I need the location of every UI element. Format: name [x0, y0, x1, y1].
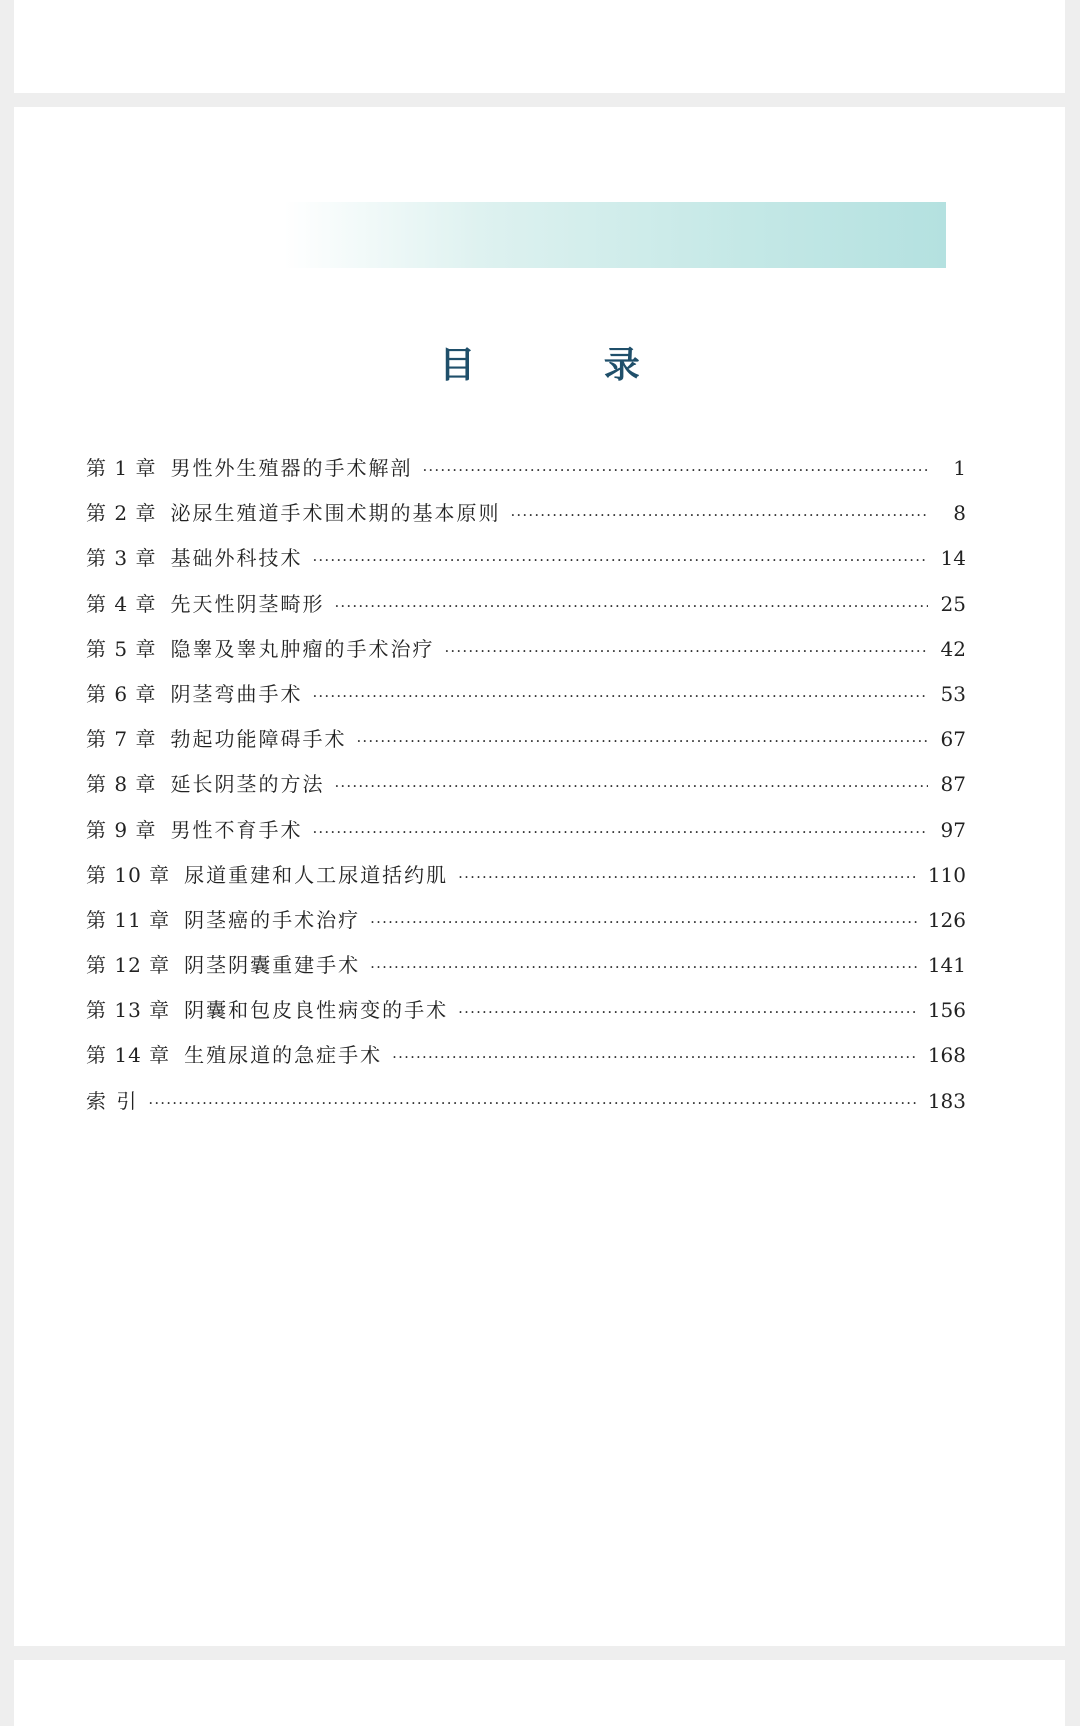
page-number: 168 [927, 1043, 966, 1068]
chapter-title: 阴茎弯曲手术 [170, 681, 303, 706]
page-number: 126 [927, 907, 966, 932]
dot-leader [148, 1094, 917, 1112]
chapter-title: 延长阴茎的方法 [170, 772, 325, 797]
dot-leader [458, 868, 918, 886]
document-page [14, 107, 1065, 1646]
chapter-number: 第 11 章 [86, 907, 171, 932]
chapter-number: 第 4 章 [86, 591, 157, 616]
page-number: 141 [927, 953, 966, 978]
chapter-title: 生殖尿道的急症手术 [184, 1043, 383, 1068]
page-number: 110 [927, 862, 966, 887]
chapter-title: 先天性阴茎畸形 [170, 591, 325, 616]
chapter-number: 第 7 章 [86, 727, 157, 752]
chapter-title: 勃起功能障碍手术 [170, 727, 347, 752]
page-number: 67 [940, 727, 966, 752]
chapter-number: 第 9 章 [86, 817, 157, 842]
toc-entry[interactable] [86, 768, 966, 813]
dot-leader [334, 777, 928, 795]
dot-leader [356, 732, 928, 750]
toc-entry[interactable] [86, 723, 966, 768]
dot-leader [444, 642, 928, 660]
chapter-title: 阴茎阴囊重建手术 [184, 953, 361, 978]
toc-entry[interactable] [86, 497, 966, 542]
dot-leader [312, 823, 928, 841]
chapter-title: 阴茎癌的手术治疗 [184, 907, 361, 932]
toc-entry[interactable] [86, 1085, 966, 1130]
chapter-title: 男性外生殖器的手术解剖 [170, 456, 413, 480]
chapter-title: 泌尿生殖道手术围术期的基本原则 [170, 501, 501, 526]
dot-leader [510, 506, 928, 524]
chapter-title: 基础外科技术 [170, 546, 303, 571]
chapter-number: 第 2 章 [86, 501, 157, 526]
toc-entry[interactable] [86, 904, 966, 949]
toc-entry[interactable] [86, 452, 966, 497]
page-number: 183 [927, 1088, 966, 1113]
dot-leader [422, 461, 928, 479]
toc-entry[interactable] [86, 949, 966, 994]
dot-leader [392, 1048, 918, 1066]
dot-leader [312, 687, 928, 705]
toc-entry[interactable] [86, 678, 966, 723]
next-page-edge [14, 1660, 1065, 1726]
index-title: 索 引 [86, 1088, 139, 1113]
page-number: 97 [940, 817, 966, 842]
page-number: 8 [953, 501, 966, 526]
chapter-number: 第 8 章 [86, 772, 157, 797]
toc-entry[interactable] [86, 994, 966, 1039]
page-number: 42 [940, 636, 966, 661]
page-number: 53 [940, 681, 966, 706]
dot-leader [334, 597, 928, 615]
chapter-title: 尿道重建和人工尿道括约肌 [184, 862, 449, 887]
page-number: 156 [927, 998, 966, 1023]
toc-entry[interactable] [86, 859, 966, 904]
toc-entry[interactable] [86, 814, 966, 859]
toc-entry[interactable] [86, 542, 966, 587]
page-title: 目 录 [439, 345, 698, 386]
dot-leader [312, 551, 928, 569]
chapter-number: 第 3 章 [86, 546, 157, 571]
toc-entry[interactable] [86, 633, 966, 678]
page-number: 87 [940, 772, 966, 797]
dot-leader [370, 958, 918, 976]
chapter-title: 男性不育手术 [170, 817, 303, 842]
header-banner [284, 202, 946, 268]
chapter-number: 第 14 章 [86, 1043, 171, 1068]
chapter-number: 第 5 章 [86, 636, 157, 661]
table-of-contents [86, 452, 966, 1130]
toc-entry[interactable] [86, 1039, 966, 1084]
dot-leader [458, 1003, 918, 1021]
chapter-title: 隐睾及睾丸肿瘤的手术治疗 [170, 636, 435, 661]
chapter-number: 第 6 章 [86, 681, 157, 706]
chapter-number: 第 13 章 [86, 998, 171, 1023]
chapter-number: 第 12 章 [86, 953, 171, 978]
page-number: 25 [940, 591, 966, 616]
page-number: 14 [940, 546, 966, 571]
page-number: 1 [953, 456, 966, 480]
previous-page-edge [14, 0, 1065, 93]
dot-leader [370, 913, 918, 931]
chapter-number: 第 1 章 [86, 456, 157, 480]
toc-entry[interactable] [86, 588, 966, 633]
chapter-title: 阴囊和包皮良性病变的手术 [184, 998, 449, 1023]
chapter-number: 第 10 章 [86, 862, 171, 887]
